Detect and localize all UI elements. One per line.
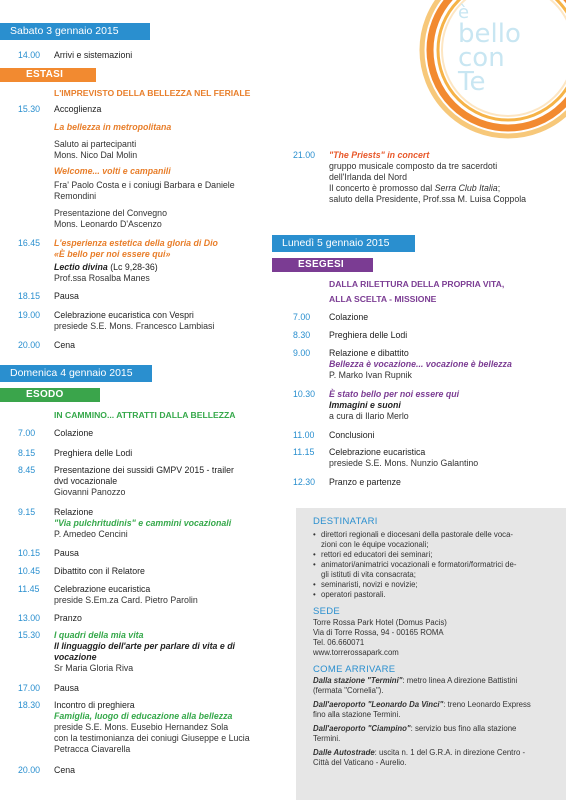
esegesi-title: DALLA RILETTURA DELLA PROPRIA VITA, ALLA SCELTA - MISSIONE — [329, 279, 505, 304]
info-box — [296, 508, 566, 800]
esodo-title: IN CAMMINO... ATTRATTI DALLA BELLEZZA — [54, 410, 236, 420]
section-esegesi: ESEGESI — [272, 258, 373, 272]
list-item: • operatori pastorali. — [313, 590, 556, 600]
logo-line-4: Te — [458, 67, 486, 97]
directions-line: Dall'aeroporto "Leonardo Da Vinci": treno Leonardo Express fino alla stazione Termini. — [313, 700, 531, 719]
sede-line: Via di Torre Rossa, 94 - 00165 ROMA — [313, 628, 444, 637]
destinatari-list — [313, 530, 556, 600]
list-item: • rettori ed educatori dei seminari; — [313, 550, 556, 560]
sede-line: Torre Rossa Park Hotel (Domus Pacis) — [313, 618, 447, 627]
list-item: • seminaristi, novizi e novizie; — [313, 580, 556, 590]
section-estasi: ESTASI — [0, 68, 96, 82]
list-item: • direttori regionali e diocesani della pastorale delle voca- zioni con le équipe vocazionali; — [313, 530, 556, 550]
directions-line: Dall'aeroporto "Ciampino": servizio bus fino alla stazione Termini. — [313, 724, 517, 743]
section-esodo: ESODO — [0, 388, 100, 402]
directions-line: Dalla stazione "Termini": metro linea A direzione Battistini (fermata "Cornelia"). — [313, 676, 518, 695]
logo-line-2: bello — [458, 19, 521, 49]
day-header-saturday: Sabato 3 gennaio 2015 — [0, 23, 150, 40]
estasi-title: L'IMPREVISTO DELLA BELLEZZA NEL FERIALE — [54, 88, 251, 98]
logo-text — [458, 2, 558, 97]
logo-line-1: è — [458, 2, 470, 23]
program-page: è bello con Te Sabato 3 gennaio 2015 14.00 Arrivi e sistemazioni ESTASI L'IMPREVISTO DELLA BELLEZZA NEL FERIALE 15.30 Accoglienza La bellezza in metropolitana Saluto ai partecipanti Mons. Nico Dal Molin Welcome... volti e campanili Fra' Paolo Costa e i coniugi Barbara e Daniele Remondini Presentazione del Convegno Mons. Leonardo D'Ascenzo 16.45 L'esperienza estetica della gloria di Dio «È bello per noi essere qui» Lectio divina (Lc 9,28-36) Prof.ssa Rosalba Manes 18.15 Pausa 19.00 Celebrazione eucaristica con Vespri presiede S.E. Mons. Francesco Lambiasi 20.00 Cena Domenica 4 gennaio 2015 ESODO IN CAMMINO... ATTRATTI DALLA BELLEZZA 7.00 Colazione 8.15 Preghiera delle Lodi 8.45 Presentazione dei sussidi GMPV 2015 - trailer dvd vocazionale Giovanni Panozzo 9.15 Relazione "Via pulchritudinis" e cammini vocazionali P. Amedeo Cencini 10.15 Pausa 10.45 Dibattito con il Relatore 11.45 Celebrazione eucaristica preside S.Em.za Card. Pietro Parolin 13.00 Pranzo 15.30 I quadri della mia vita Il linguaggio dell'arte per parlare di vita e di vocazione Sr Maria Gloria Riva 17.00 Pausa 18.30 Incontro di preghiera Famiglia, luogo di educazione alla bellezza preside S.E. Mons. Eusebio Hernandez Sola con la testimonianza dei coniugi Giuseppe e Lucia Petracca Ciavarella 20.00 Cena 21.00 "The Priests" in concert gruppo musicale composto da tre sacerdoti dell'Irlanda del Nord Il concerto è promosso dal Serra Club Italia; saluto della Presidente, Prof.ssa M. Luisa Coppola Lunedì 5 gennaio 2015 ESEGESI DALLA RILETTURA DELLA PROPRIA VITA, ALLA SCELTA - MISSIONE 7.00 Colazione 8.30 Preghiera delle Lodi 9.00 Relazione e dibattito Bellezza è vocazione... vocazione è bellezza P. Marko Ivan Rupnik 10.30 È stato bello per noi essere qui Immagini e suoni a cura di Ilario Merlo 11.00 Conclusioni 11.15 Celebrazione eucaristica presiede S.E. Mons. Nunzio Galantino 12.30 Pranzo e partenze DESTINATARI • direttori regionali e diocesani della pastorale delle voca- zioni con le équipe vocazionali; • rettori ed educatori dei seminari; • animatori/animatrici vocazionali e formatori/formatrici de- gli istituti di vita consacrata; • seminaristi, novizi e novizie; • operatori pastorali. SEDE Torre Rossa Park Hotel (Domus Pacis) Via di Torre Rossa, 94 - 00165 ROMA Tel. 06.660071 www.torrerossapark.com COME ARRIVARE Dalla stazione "Termini": metro linea A direzione Battistini (fermata "Cornelia"). Dall'aeroporto "Leonardo Da Vinci": treno Leonardo Express fino alla stazione Termini. Dall'aeroporto "Ciampino": servizio bus fino alla stazione Termini. Dalle Autostrade: uscita n. 1 del G.R.A. in direzione Centro - Città del Vaticano - Aurelio. — [0, 0, 566, 800]
sede-website-link[interactable]: www.torrerossapark.com — [313, 648, 399, 657]
sede-line: Tel. 06.660071 — [313, 638, 365, 647]
logo-line-3: con — [458, 43, 505, 73]
day-header-sunday: Domenica 4 gennaio 2015 — [0, 365, 152, 382]
sede-title: SEDE — [313, 606, 341, 617]
list-item: • animatori/animatrici vocazionali e formatori/formatrici de- gli istituti di vita consacrata; — [313, 560, 556, 580]
destinatari-title: DESTINATARI — [313, 516, 378, 527]
come-arrivare-title: COME ARRIVARE — [313, 664, 396, 675]
day-header-monday: Lunedì 5 gennaio 2015 — [272, 235, 415, 252]
directions-line: Dalle Autostrade: uscita n. 1 del G.R.A. in direzione Centro - Città del Vaticano - Aurelio. — [313, 748, 526, 767]
